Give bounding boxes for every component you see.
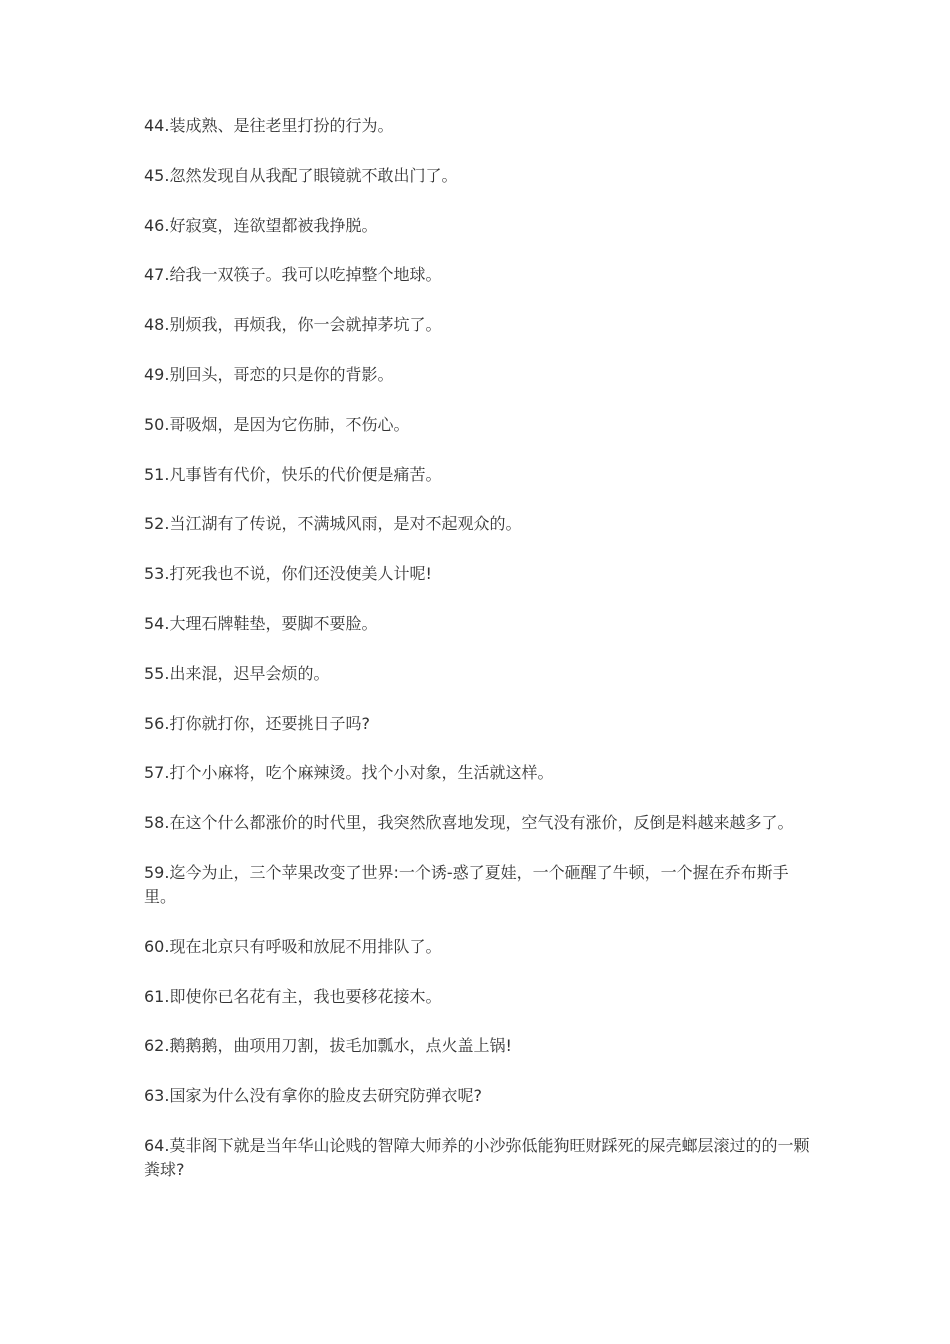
- text-line: 51.凡事皆有代价，快乐的代价便是痛苦。: [144, 464, 442, 484]
- text-line: 45.忽然发现自从我配了眼镜就不敢出门了。: [144, 165, 458, 185]
- text-line: 57.打个小麻将，吃个麻辣烫。找个小对象，生活就这样。: [144, 763, 554, 783]
- text-line: 60.现在北京只有呼吸和放屁不用排队了。: [144, 936, 442, 956]
- text-line: 48.别烦我，再烦我，你一会就掉茅坑了。: [144, 315, 442, 335]
- document-body: [144, 114, 820, 1208]
- text-line: 58.在这个什么都涨价的时代里，我突然欣喜地发现，空气没有涨价，反倒是料越来越多了。: [144, 813, 794, 833]
- text-line: 52.当江湖有了传说，不满城风雨，是对不起观众的。: [144, 514, 522, 534]
- text-line: 49.别回头，哥恋的只是你的背影。: [144, 364, 394, 384]
- text-line: 53.打死我也不说，你们还没使美人计呢!: [144, 564, 432, 584]
- text-line: 56.打你就打你，还要挑日子吗?: [144, 713, 370, 733]
- text-line: 46.好寂寞，连欲望都被我挣脱。: [144, 215, 378, 235]
- text-line: 64.莫非阁下就是当年华山论贱的智障大师养的小沙弥低能狗旺财踩死的屎壳螂层滚过的的一颗粪球?: [144, 1135, 810, 1179]
- text-line: 44.装成熟、是往老里打扮的行为。: [144, 116, 394, 135]
- text-line: 54.大理石牌鞋垫，要脚不要脸。: [144, 613, 378, 633]
- text-line: 59.迄今为止，三个苹果改变了世界:一个诱-惑了夏娃，一个砸醒了牛顿，一个握在乔布斯手里。: [144, 862, 789, 906]
- text-line: 62.鹅鹅鹅，曲项用刀割，拔毛加瓢水，点火盖上锅!: [144, 1036, 512, 1056]
- text-line: 55.出来混，迟早会烦的。: [144, 663, 330, 683]
- text-line: 63.国家为什么没有拿你的脸皮去研究防弹衣呢?: [144, 1086, 482, 1106]
- text-line: 61.即使你已名花有主，我也要移花接木。: [144, 986, 442, 1006]
- text-line: 47.给我一双筷子。我可以吃掉整个地球。: [144, 265, 442, 285]
- text-line: 50.哥吸烟，是因为它伤肺，不伤心。: [144, 414, 410, 434]
